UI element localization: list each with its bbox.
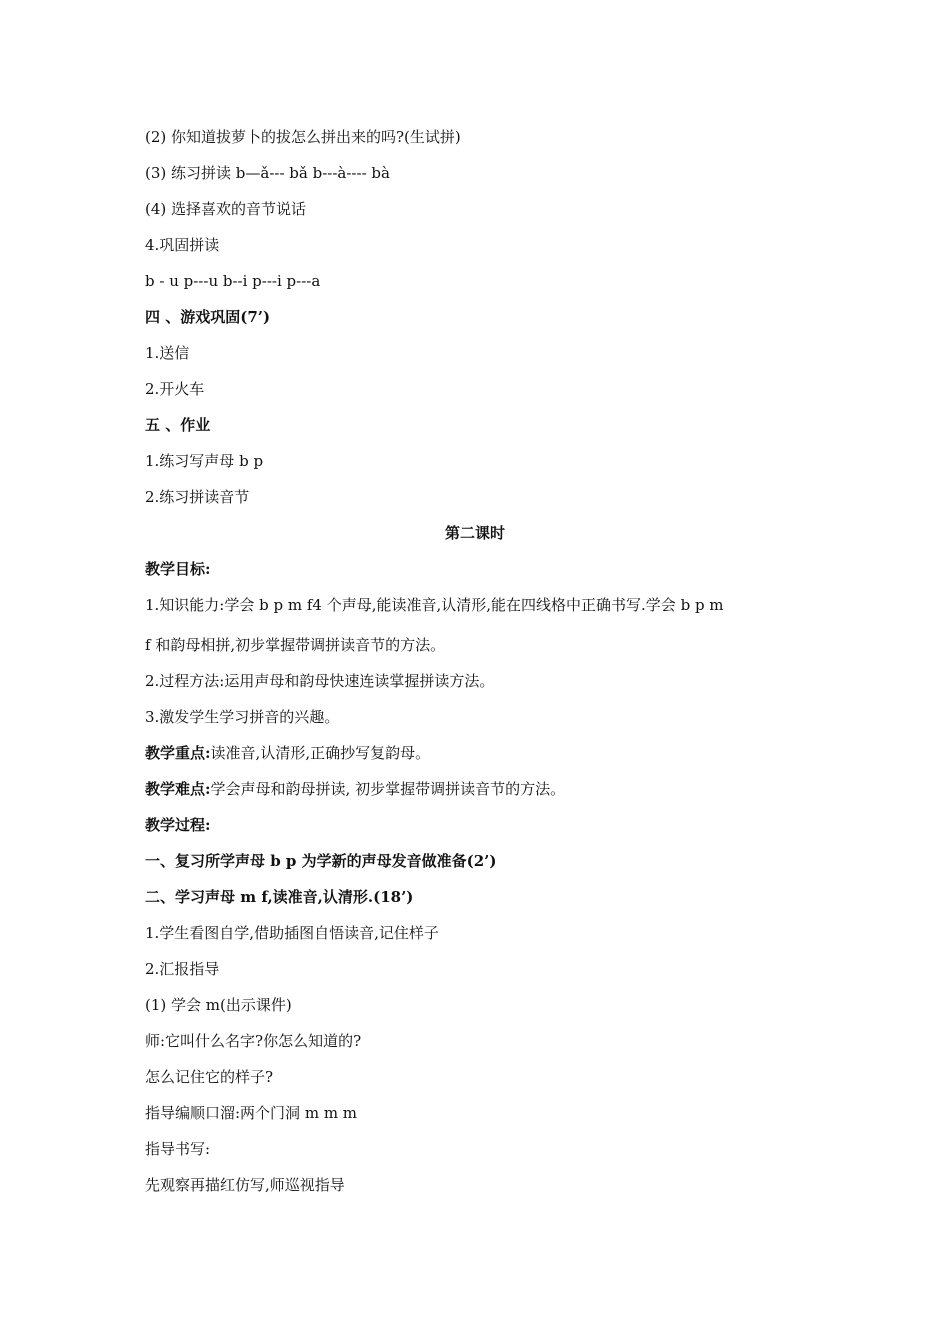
difficulty-text: 学会声母和韵母拼读, 初步掌握带调拼读音节的方法。	[210, 780, 566, 798]
text-line: 2.汇报指导	[145, 960, 220, 978]
text-line: 怎么记住它的样子?	[145, 1068, 274, 1086]
text-line: 2.过程方法:运用声母和韵母快速连读掌握拼读方法。	[145, 672, 495, 690]
section-heading: 五 、作业	[145, 416, 211, 434]
section-heading: 二、学习声母 m f,读准音,认清形.(18’)	[145, 888, 414, 906]
text-line: 指导编顺口溜:两个门洞 m m m	[145, 1104, 358, 1122]
text-line: 2.开火车	[145, 380, 205, 398]
text-line: 1.知识能力:学会 b p m f4 个声母,能读准音,认清形,能在四线格中正确书写.学会 b p m	[145, 596, 724, 614]
text-line: 1.学生看图自学,借助插图自悟读音,记住样子	[145, 924, 439, 942]
text-line: (3) 练习拼读 b—ǎ--- bǎ b---à---- bà	[145, 164, 390, 182]
text-line: 1.练习写声母 b p	[145, 452, 264, 470]
key-point-line	[145, 742, 820, 764]
text-line: b - u p---u b--i p---i p---a	[145, 272, 321, 290]
difficulty-line	[145, 778, 820, 800]
key-point-text: 读准音,认清形,正确抄写复韵母。	[210, 744, 431, 762]
section-heading: 教学过程:	[145, 816, 211, 834]
section-heading: 四 、游戏巩固(7’)	[145, 308, 271, 326]
text-line: (1) 学会 m(出示课件)	[145, 996, 292, 1014]
text-line: 师:它叫什么名字?你怎么知道的?	[145, 1032, 362, 1050]
text-line: f 和韵母相拼,初步掌握带调拼读音节的方法。	[145, 636, 446, 654]
section-heading: 教学目标:	[145, 560, 211, 578]
text-line: 先观察再描红仿写,师巡视指导	[145, 1176, 345, 1194]
key-point-label: 教学重点:	[145, 744, 211, 762]
text-line: (2) 你知道拔萝卜的拔怎么拼出来的吗?(生试拼)	[145, 128, 461, 146]
text-line: 4.巩固拼读	[145, 236, 220, 254]
difficulty-label: 教学难点:	[145, 780, 211, 798]
text-line: 2.练习拼读音节	[145, 488, 250, 506]
text-line: 1.送信	[145, 344, 190, 362]
text-line: 3.激发学生学习拼音的兴趣。	[145, 708, 340, 726]
lesson-title: 第二课时	[444, 524, 505, 542]
text-line: (4) 选择喜欢的音节说话	[145, 200, 307, 218]
section-heading: 一、复习所学声母 b p 为学新的声母发音做准备(2’)	[145, 852, 497, 870]
text-line: 指导书写:	[145, 1140, 211, 1158]
